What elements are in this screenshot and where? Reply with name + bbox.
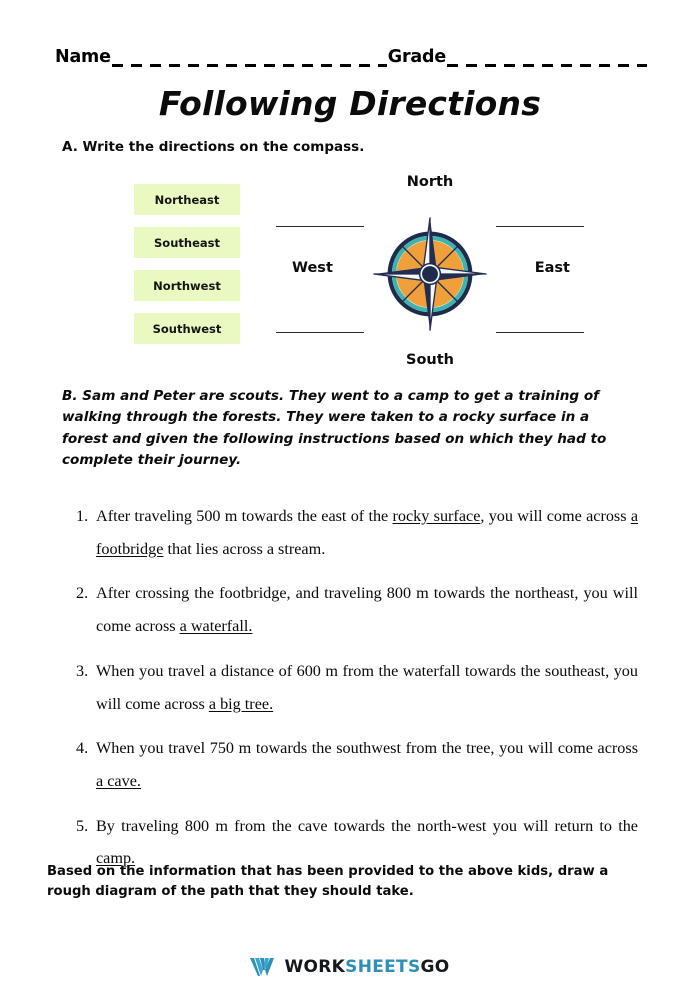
instruction-step xyxy=(76,500,638,565)
step-number: 3. xyxy=(76,661,89,680)
step-key-phrase: rocky surface xyxy=(392,507,481,525)
step-number: 5. xyxy=(76,816,89,835)
compass-answer-blank-southwest[interactable] xyxy=(276,332,364,333)
brand-wordmark xyxy=(284,957,449,977)
compass-label-west: West xyxy=(292,260,333,276)
step-key-phrase: a waterfall. xyxy=(179,617,253,636)
compass-answer-blank-northwest[interactable] xyxy=(276,226,364,227)
direction-word-bank xyxy=(134,184,240,356)
compass-label-north: North xyxy=(406,174,454,190)
compass-answer-blank-southeast[interactable] xyxy=(496,332,584,333)
grade-label: Grade xyxy=(387,46,446,67)
step-number: 1. xyxy=(76,507,89,525)
instruction-step xyxy=(76,655,638,720)
compass-answer-blank-northeast[interactable] xyxy=(496,226,584,227)
compass-diagram xyxy=(265,172,595,368)
compass-rose-icon xyxy=(369,199,491,349)
name-blank-field[interactable] xyxy=(112,56,387,67)
closing-instruction: Based on the information that has been provided to the above kids, draw a rough diagram of the path that they should take. xyxy=(47,864,609,900)
step-text: that lies across a stream. xyxy=(163,539,326,558)
word-bank-chip[interactable]: Southwest xyxy=(134,313,240,344)
section-a-instruction: A. Write the directions on the compass. xyxy=(62,139,365,155)
brand-work: WORK xyxy=(284,957,346,977)
name-label: Name xyxy=(55,46,111,67)
step-key-phrase: a cave. xyxy=(96,772,141,791)
name-grade-row xyxy=(55,42,648,68)
word-bank-chip[interactable]: Northwest xyxy=(134,270,240,301)
step-key-phrase: camp. xyxy=(96,849,136,868)
step-key-phrase: a big tree. xyxy=(208,694,274,713)
word-bank-chip[interactable]: Southeast xyxy=(134,227,240,258)
brand-go: GO xyxy=(420,957,450,977)
grade-blank-field[interactable] xyxy=(447,56,647,67)
instruction-step xyxy=(76,732,638,797)
footer-branding xyxy=(0,957,700,977)
compass-label-east: East xyxy=(534,260,570,276)
step-text: , you will come across xyxy=(480,507,631,525)
step-number: 2. xyxy=(76,584,89,603)
step-text: By traveling 800 m from the cave towards the north-west you will return to the xyxy=(96,816,638,835)
step-text: After crossing the footbridge, and traveling 800 m towards the northeast, you will come across xyxy=(96,584,638,636)
step-key-phrase: a footbridge xyxy=(96,507,638,558)
instruction-steps-list xyxy=(76,500,638,887)
compass-label-south: South xyxy=(406,352,454,368)
word-bank-chip[interactable]: Northeast xyxy=(134,184,240,215)
worksheetsgo-logo-icon xyxy=(250,957,276,977)
step-text: When you travel 750 m towards the southwest from the tree, you will come across xyxy=(96,739,638,758)
step-number: 4. xyxy=(76,739,89,758)
step-text: When you travel a distance of 600 m from the waterfall towards the southeast, you will come across xyxy=(96,661,638,713)
section-b-prompt: B. Sam and Peter are scouts. They went to a camp to get a training of walking through the forests. They were taken to a rocky surface in a forest and given the following instructions based on which they had to complete their journey. xyxy=(62,388,607,469)
brand-sheets: SHEETS xyxy=(345,957,421,977)
step-text: After traveling 500 m towards the east of the xyxy=(96,507,393,525)
page-title: Following Directions xyxy=(158,84,542,123)
instruction-step xyxy=(76,577,638,642)
